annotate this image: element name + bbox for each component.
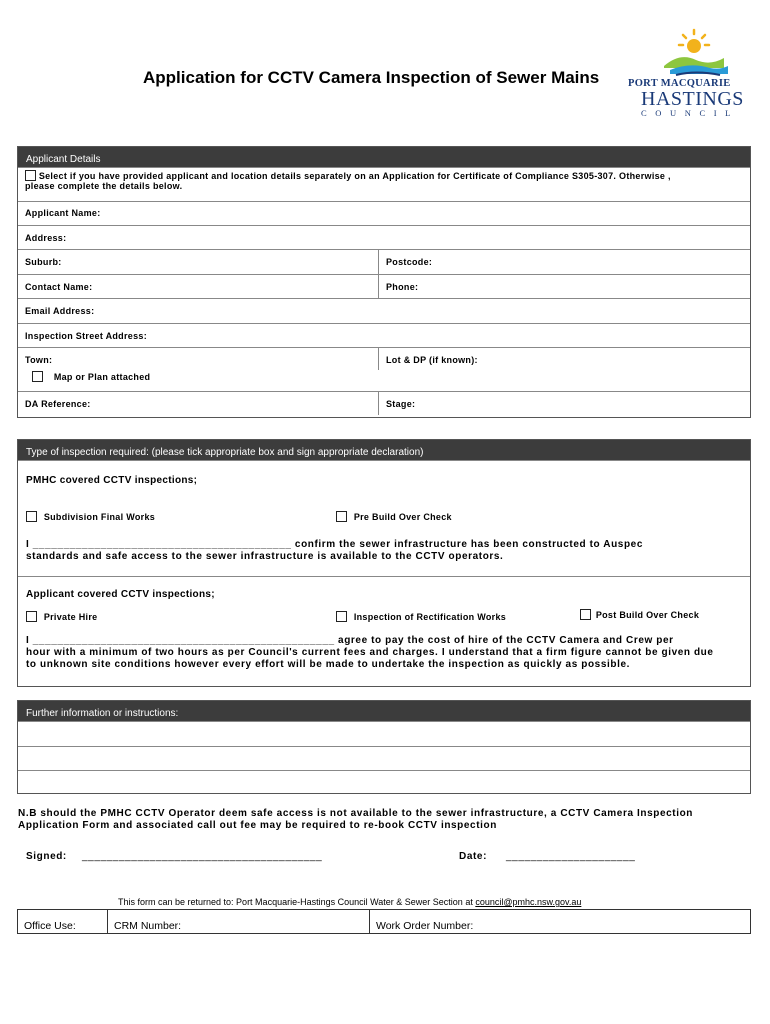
private-hire-checkbox[interactable] <box>26 611 37 622</box>
stage-label: Stage: <box>386 399 416 409</box>
select-note-line2: please complete the details below. <box>25 181 183 191</box>
office-use-label: Office Use: <box>24 920 76 932</box>
lot-dp-field[interactable] <box>378 348 752 370</box>
town-label: Town: <box>25 355 53 365</box>
da-reference-field[interactable] <box>18 392 378 415</box>
da-reference-label: DA Reference: <box>25 399 91 409</box>
contact-phone-row <box>18 274 750 298</box>
rectification-checkbox[interactable] <box>336 611 347 622</box>
phone-label: Phone: <box>386 282 419 292</box>
applicant-declaration <box>26 635 714 671</box>
logo-text-line3: COUNCIL <box>641 108 739 118</box>
nb-note-line2: Application Form and associated call out fee may be required to re-book CCTV inspection <box>18 820 497 831</box>
subdivision-label: Subdivision Final Works <box>43 512 156 522</box>
applicant-details-header: Applicant Details <box>18 147 750 167</box>
suburb-field[interactable] <box>18 250 378 274</box>
crm-number-label: CRM Number: <box>114 920 182 932</box>
pmhc-inspections-heading: PMHC covered CCTV inspections; <box>26 475 198 486</box>
nb-note-line1: N.B should the PMHC CCTV Operator deem safe access is not available to the sewer infrastructure, a CCTV Camera Inspection <box>18 808 693 819</box>
town-field[interactable] <box>18 348 378 391</box>
postcode-field[interactable] <box>378 250 752 274</box>
suburb-postcode-row <box>18 249 750 274</box>
logo-text-line2: HASTINGS <box>641 88 744 110</box>
applicant-name-label: Applicant Name: <box>25 208 101 218</box>
subdivision-checkbox[interactable] <box>26 511 37 522</box>
select-note-line1: Select if you have provided applicant and location details separately on an Application for Certificate of Compliance S305-307. Otherwise , <box>38 171 671 181</box>
pmhc-inspections-block <box>18 460 750 576</box>
email-label: Email Address: <box>25 306 95 316</box>
page-title: Application for CCTV Camera Inspection of Sewer Mains <box>143 68 600 87</box>
applicant-name-row[interactable] <box>18 201 750 225</box>
da-stage-row <box>18 391 750 415</box>
email-row[interactable] <box>18 298 750 323</box>
nb-note <box>18 808 693 832</box>
further-info-section <box>17 700 751 794</box>
rectification-label: Inspection of Rectification Works <box>353 612 507 622</box>
address-row[interactable] <box>18 225 750 249</box>
map-attached-checkbox[interactable] <box>32 371 43 382</box>
post-build-label: Post Build Over Check <box>595 610 700 620</box>
council-logo-icon <box>650 28 740 80</box>
return-instructions <box>118 897 581 907</box>
signature-line[interactable]: _______________________________________ <box>82 851 323 862</box>
pre-build-label: Pre Build Over Check <box>353 512 452 522</box>
office-use-table <box>17 909 751 934</box>
further-info-line[interactable] <box>18 746 750 770</box>
suburb-label: Suburb: <box>25 257 62 267</box>
pmhc-declaration-line1: I __________________________________________ confirm the sewer infrastructure has been constructed to Auspec <box>26 539 643 550</box>
applicant-inspections-block <box>18 576 750 686</box>
further-info-line[interactable] <box>18 721 750 746</box>
phone-field[interactable] <box>378 275 752 298</box>
work-order-field[interactable] <box>369 910 751 933</box>
return-text: This form can be returned to: Port Macquarie-Hastings Council Water & Sewer Section at <box>118 897 476 907</box>
date-label: Date: <box>459 851 488 862</box>
inspection-address-row[interactable] <box>18 323 750 347</box>
crm-number-field[interactable] <box>107 910 368 933</box>
town-lot-row <box>18 347 750 391</box>
pmhc-declaration <box>26 539 643 563</box>
further-info-line[interactable] <box>18 770 750 793</box>
applicant-declaration-line2: hour with a minimum of two hours as per Council's current fees and charges. I understand that a firm figure cannot be given due <box>26 647 714 658</box>
address-label: Address: <box>25 233 67 243</box>
map-attached-label: Map or Plan attached <box>53 372 151 382</box>
applicant-inspections-heading: Applicant covered CCTV inspections; <box>26 589 215 600</box>
further-info-header: Further information or instructions: <box>18 701 750 721</box>
private-hire-label: Private Hire <box>43 612 98 622</box>
pre-build-checkbox[interactable] <box>336 511 347 522</box>
applicant-details-section <box>17 146 751 418</box>
applicant-declaration-line3: to unknown site conditions however every effort will be made to undertake the inspection as quickly as possible. <box>26 659 630 670</box>
return-email-link[interactable]: council@pmhc.nsw.gov.au <box>475 897 582 907</box>
postcode-label: Postcode: <box>386 257 433 267</box>
inspection-type-section <box>17 439 751 687</box>
work-order-label: Work Order Number: <box>376 920 474 932</box>
date-line[interactable]: _____________________ <box>506 851 636 862</box>
inspection-type-header: Type of inspection required: (please tick appropriate box and sign appropriate declaration) <box>18 440 750 460</box>
post-build-checkbox[interactable] <box>580 609 591 620</box>
logo-text-line1: PORT MACQUARIE <box>628 78 731 89</box>
stage-field[interactable] <box>378 392 752 415</box>
lot-dp-label: Lot & DP (if known): <box>386 355 478 365</box>
contact-name-field[interactable] <box>18 275 378 298</box>
contact-name-label: Contact Name: <box>25 282 93 292</box>
select-note-row <box>18 167 750 201</box>
inspection-address-label: Inspection Street Address: <box>25 331 147 341</box>
applicant-declaration-line1: I _________________________________________________ agree to pay the cost of hire of the CCTV Camera and Crew per <box>26 635 674 646</box>
signed-label: Signed: <box>26 851 67 862</box>
separate-application-checkbox[interactable] <box>25 170 36 181</box>
pmhc-declaration-line2: standards and safe access to the sewer infrastructure is available to the CCTV operators. <box>26 551 504 562</box>
